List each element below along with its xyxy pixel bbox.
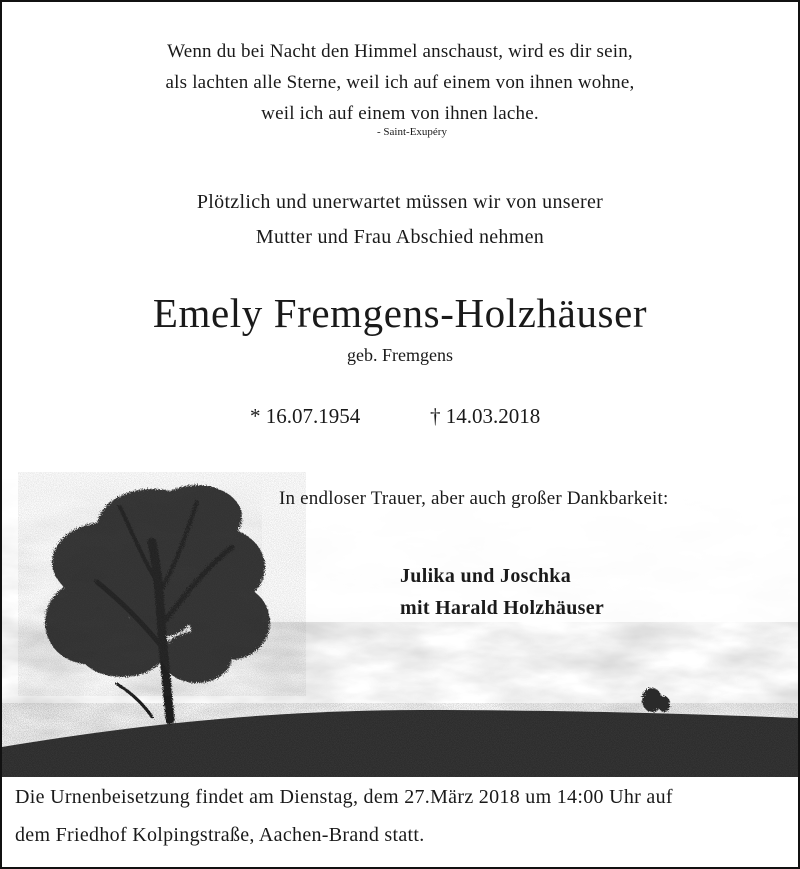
funeral-info <box>15 778 790 854</box>
quote <box>2 36 798 129</box>
intro-line: Mutter und Frau Abschied nehmen <box>255 226 545 248</box>
death-date: † 14.03.2018 <box>430 404 541 428</box>
quote-line: weil ich auf einem von ihnen lache. <box>261 103 539 124</box>
birth-date: * 16.07.1954 <box>250 404 361 428</box>
intro-text <box>2 185 798 255</box>
quote-line: Wenn du bei Nacht den Himmel anschaust, wird es dir sein, <box>167 41 633 62</box>
mourning-line: In endloser Trauer, aber auch großer Dankbarkeit: <box>279 488 669 509</box>
deceased-name: Emely Fremgens-Holzhäuser <box>152 290 648 336</box>
mourners <box>400 560 604 624</box>
quote-author: - Saint-Exupéry <box>377 126 447 138</box>
intro-line: Plötzlich und unerwartet müssen wir von unserer <box>196 191 604 213</box>
mourner-line: Julika und Joschka <box>400 565 572 587</box>
mourner-line: mit Harald Holzhäuser <box>400 597 605 619</box>
tree-landscape-icon <box>2 472 798 777</box>
maiden-name: geb. Fremgens <box>347 345 453 365</box>
quote-line: als lachten alle Sterne, weil ich auf einem von ihnen wohne, <box>165 72 635 93</box>
funeral-info-line: Die Urnenbeisetzung findet am Dienstag, dem 27.März 2018 um 14:00 Uhr auf <box>15 786 673 808</box>
funeral-info-line: dem Friedhof Kolpingstraße, Aachen-Brand statt. <box>15 824 425 846</box>
